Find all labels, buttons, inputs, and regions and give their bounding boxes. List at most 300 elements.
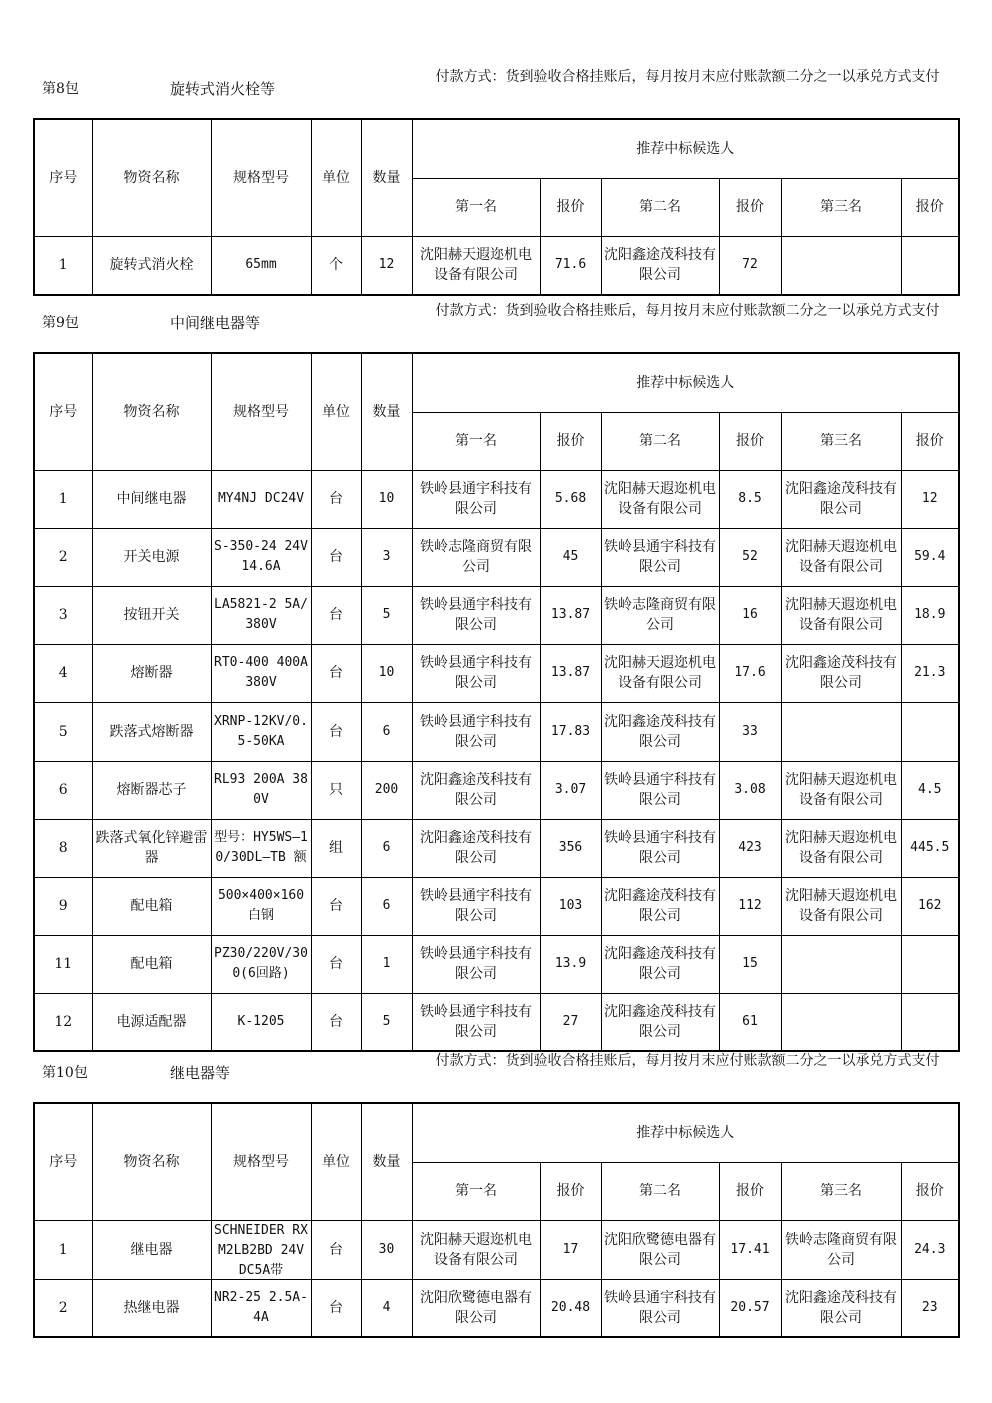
- cell-price-2-text: 20.57: [730, 1299, 770, 1315]
- table-row: [34, 236, 959, 295]
- col-header-second: 第二名: [601, 412, 719, 470]
- package-number: 第10包: [42, 1065, 88, 1081]
- cell-price-2: [719, 586, 781, 644]
- cell-first-text: 铁岭县通宇科技有限公司: [420, 713, 532, 750]
- cell-third-text: 沈阳鑫途茂科技有限公司: [785, 481, 897, 517]
- cell-price-1-text: 17.83: [550, 723, 591, 739]
- cell-price-3: [901, 644, 959, 702]
- col-header-second: 第二名: [601, 178, 719, 236]
- cell-unit: [311, 993, 361, 1051]
- cell-price-2: [719, 935, 781, 993]
- cell-price-3-text: 445.5: [910, 840, 950, 855]
- cell-first: [412, 993, 540, 1051]
- bid-table: [33, 118, 960, 296]
- cell-second: [601, 819, 719, 877]
- cell-qty: [361, 877, 412, 935]
- cell-seq: [34, 993, 92, 1051]
- cell-price-3-text: 23: [921, 1299, 938, 1315]
- cell-name: [92, 877, 211, 935]
- cell-second: [601, 236, 719, 295]
- cell-spec: [211, 761, 311, 819]
- cell-unit: [311, 819, 361, 877]
- cell-first-text: 沈阳赫天遐迩机电设备有限公司: [420, 1231, 532, 1268]
- cell-price-3: [901, 819, 959, 877]
- cell-third-text: 沈阳赫天遐迩机电设备有限公司: [785, 597, 897, 633]
- cell-qty-text: 3: [382, 549, 391, 564]
- cell-qty-text: 12: [378, 257, 395, 273]
- cell-third: [781, 877, 901, 935]
- cell-name: [92, 586, 211, 644]
- package-header: [0, 1050, 992, 1100]
- cell-second: [601, 702, 719, 761]
- col-header-unit: 单位: [311, 353, 361, 470]
- cell-qty-text: 10: [378, 665, 395, 680]
- col-header-price: 报价: [901, 412, 959, 470]
- col-header-price: 报价: [540, 1162, 601, 1220]
- cell-first: [412, 644, 540, 702]
- cell-seq: [34, 761, 92, 819]
- cell-name: [92, 644, 211, 702]
- cell-seq-text: 8: [58, 840, 68, 856]
- cell-price-1-text: 5.68: [554, 491, 587, 506]
- table-row: [34, 935, 959, 993]
- cell-price-3-text: 4.5: [918, 782, 942, 797]
- cell-name-text: 熔断器: [130, 665, 173, 681]
- cell-third: [781, 1220, 901, 1279]
- cell-qty-text: 5: [382, 607, 391, 622]
- cell-second: [601, 644, 719, 702]
- col-header-name: 物资名称: [92, 1103, 211, 1220]
- cell-price-1: [540, 819, 601, 877]
- col-header-first: 第一名: [412, 178, 540, 236]
- table-row: [34, 470, 959, 528]
- cell-second: [601, 993, 719, 1051]
- package-section: [0, 300, 992, 1040]
- cell-name: [92, 993, 211, 1051]
- cell-qty: [361, 528, 412, 586]
- cell-unit: [311, 761, 361, 819]
- cell-unit: [311, 644, 361, 702]
- cell-unit-text: 只: [329, 782, 343, 798]
- cell-name: [92, 1220, 211, 1279]
- col-header-recommend: 推荐中标候选人: [412, 119, 959, 178]
- cell-seq-text: 4: [58, 665, 68, 681]
- cell-qty-text: 6: [382, 898, 391, 913]
- cell-third: [781, 586, 901, 644]
- cell-price-1: [540, 586, 601, 644]
- package-header: [0, 66, 992, 116]
- cell-second: [601, 470, 719, 528]
- cell-name: [92, 236, 211, 295]
- cell-price-1-text: 103: [558, 898, 583, 913]
- cell-qty: [361, 1279, 412, 1337]
- cell-name: [92, 819, 211, 877]
- cell-unit: [311, 1220, 361, 1279]
- cell-spec-text: RL93 200A 380V: [214, 772, 308, 807]
- cell-first: [412, 528, 540, 586]
- cell-price-3-text: 59.4: [914, 549, 946, 564]
- cell-spec: [211, 644, 311, 702]
- cell-seq-text: 5: [58, 723, 68, 740]
- col-header-first: 第一名: [412, 412, 540, 470]
- cell-name: [92, 761, 211, 819]
- cell-price-2-text: 15: [742, 956, 758, 971]
- cell-third: [781, 761, 901, 819]
- cell-unit: [311, 935, 361, 993]
- cell-qty-text: 4: [382, 1299, 391, 1315]
- cell-price-1: [540, 993, 601, 1051]
- cell-seq: [34, 702, 92, 761]
- cell-price-2: [719, 236, 781, 295]
- cell-price-1: [540, 761, 601, 819]
- cell-second-text: 沈阳鑫途茂科技有限公司: [604, 946, 716, 982]
- cell-second: [601, 1220, 719, 1279]
- cell-seq: [34, 644, 92, 702]
- table-row: [34, 702, 959, 761]
- cell-price-3-text: 24.3: [914, 1241, 946, 1257]
- cell-second-text: 铁岭志隆商贸有限公司: [604, 597, 716, 633]
- cell-unit-text: 台: [329, 956, 343, 972]
- cell-qty-text: 200: [374, 782, 399, 797]
- cell-seq: [34, 819, 92, 877]
- cell-price-1: [540, 470, 601, 528]
- cell-price-2-text: 3.08: [734, 782, 766, 797]
- cell-spec-text: LA5821-2 5A/380V: [214, 597, 308, 632]
- cell-spec: [211, 877, 311, 935]
- cell-price-1: [540, 644, 601, 702]
- col-header-third: 第三名: [781, 412, 901, 470]
- cell-qty: [361, 470, 412, 528]
- cell-first: [412, 877, 540, 935]
- cell-second-text: 沈阳鑫途茂科技有限公司: [604, 247, 716, 284]
- cell-seq-text: 2: [58, 549, 68, 565]
- cell-spec-text: SCHNEIDER RXM2LB2BD 24V DC5A带: [214, 1222, 308, 1278]
- cell-price-2: [719, 761, 781, 819]
- cell-first: [412, 819, 540, 877]
- col-header-third: 第三名: [781, 178, 901, 236]
- cell-unit-text: 台: [329, 1013, 343, 1030]
- cell-seq-text: 12: [54, 1013, 73, 1030]
- cell-seq: [34, 528, 92, 586]
- cell-second-text: 沈阳欣鹭德电器有限公司: [604, 1231, 716, 1268]
- cell-price-3: [901, 586, 959, 644]
- cell-third: [781, 528, 901, 586]
- cell-unit: [311, 586, 361, 644]
- cell-second-text: 沈阳赫天遐迩机电设备有限公司: [604, 655, 716, 691]
- cell-name-text: 热继电器: [123, 1299, 180, 1316]
- cell-third-text: 沈阳鑫途茂科技有限公司: [785, 1289, 897, 1326]
- cell-spec: [211, 236, 311, 295]
- cell-qty: [361, 993, 412, 1051]
- cell-unit: [311, 1279, 361, 1337]
- cell-price-3-text: 162: [918, 898, 942, 913]
- package-header: [0, 300, 992, 350]
- cell-first-text: 沈阳鑫途茂科技有限公司: [420, 772, 532, 808]
- cell-first-text: 铁岭县通宇科技有限公司: [420, 888, 532, 924]
- cell-seq: [34, 1279, 92, 1337]
- col-header-second: 第二名: [601, 1162, 719, 1220]
- cell-price-2-text: 52: [742, 549, 758, 564]
- col-header-price: 报价: [901, 178, 959, 236]
- cell-unit-text: 台: [329, 549, 343, 565]
- cell-price-3-text: 21.3: [914, 665, 946, 680]
- cell-second: [601, 1279, 719, 1337]
- cell-name-text: 按钮开关: [123, 607, 180, 623]
- cell-name-text: 熔断器芯子: [116, 782, 187, 798]
- cell-first: [412, 702, 540, 761]
- package-section: [0, 1050, 992, 1326]
- cell-third: [781, 470, 901, 528]
- cell-price-1-text: 13.9: [554, 956, 587, 971]
- cell-first-text: 铁岭县通宇科技有限公司: [420, 481, 532, 517]
- cell-price-1-text: 20.48: [550, 1299, 591, 1315]
- cell-spec-text: 65mm: [245, 257, 277, 273]
- cell-spec: [211, 470, 311, 528]
- package-number: 第9包: [42, 315, 79, 331]
- col-header-spec: 规格型号: [211, 119, 311, 236]
- cell-unit: [311, 528, 361, 586]
- col-header-seq: 序号: [34, 119, 92, 236]
- cell-unit: [311, 877, 361, 935]
- cell-second-text: 铁岭县通宇科技有限公司: [604, 830, 716, 866]
- cell-seq-text: 2: [58, 1299, 68, 1316]
- cell-price-2-text: 61: [742, 1013, 758, 1029]
- cell-qty: [361, 236, 412, 295]
- cell-seq-text: 1: [58, 1241, 68, 1258]
- cell-price-3: [901, 761, 959, 819]
- col-header-qty: 数量: [361, 119, 412, 236]
- cell-spec: [211, 586, 311, 644]
- cell-second: [601, 586, 719, 644]
- cell-third: [781, 702, 901, 761]
- cell-seq-text: 3: [58, 607, 68, 623]
- cell-second: [601, 935, 719, 993]
- cell-price-3-text: 12: [921, 491, 938, 506]
- cell-spec-text: PZ30/220V/300(6回路): [214, 946, 308, 981]
- cell-spec: [211, 528, 311, 586]
- col-header-seq: 序号: [34, 353, 92, 470]
- cell-first: [412, 1279, 540, 1337]
- cell-price-1: [540, 1279, 601, 1337]
- package-section: [0, 66, 992, 284]
- cell-first-text: 沈阳鑫途茂科技有限公司: [420, 830, 532, 866]
- table-row: [34, 761, 959, 819]
- cell-second-text: 沈阳鑫途茂科技有限公司: [604, 1003, 716, 1040]
- table-row: [34, 1220, 959, 1279]
- payment-terms: 付款方式：货到验收合格挂账后，每月按月末应付账款额二分之一以承兑方式支付: [435, 303, 940, 319]
- cell-price-1-text: 3.07: [554, 782, 587, 797]
- cell-unit-text: 台: [329, 1299, 343, 1316]
- cell-qty-text: 30: [378, 1241, 395, 1257]
- table-row: [34, 644, 959, 702]
- cell-first-text: 铁岭志隆商贸有限公司: [420, 539, 532, 575]
- cell-first-text: 铁岭县通宇科技有限公司: [420, 946, 532, 982]
- cell-third: [781, 935, 901, 993]
- header-row: [34, 119, 959, 178]
- cell-unit-text: 台: [329, 665, 343, 681]
- cell-price-1-text: 356: [558, 840, 583, 855]
- col-header-spec: 规格型号: [211, 1103, 311, 1220]
- cell-price-1: [540, 702, 601, 761]
- col-header-spec: 规格型号: [211, 353, 311, 470]
- cell-spec: [211, 935, 311, 993]
- cell-price-2: [719, 470, 781, 528]
- cell-unit: [311, 236, 361, 295]
- cell-price-1: [540, 236, 601, 295]
- cell-seq: [34, 586, 92, 644]
- cell-unit: [311, 470, 361, 528]
- cell-third-text: 沈阳赫天遐迩机电设备有限公司: [785, 830, 897, 866]
- cell-qty-text: 1: [382, 956, 391, 971]
- cell-unit-text: 台: [329, 723, 343, 740]
- package-name: 中间继电器等: [170, 314, 261, 332]
- table-row: [34, 1279, 959, 1337]
- cell-seq-text: 9: [58, 898, 68, 914]
- cell-spec: [211, 993, 311, 1051]
- cell-unit-text: 台: [329, 1241, 343, 1258]
- cell-qty: [361, 702, 412, 761]
- cell-price-1-text: 17: [562, 1241, 579, 1257]
- cell-price-2: [719, 993, 781, 1051]
- cell-qty: [361, 644, 412, 702]
- table-row: [34, 993, 959, 1051]
- cell-price-1: [540, 877, 601, 935]
- header-row: [34, 353, 959, 412]
- cell-first-text: 沈阳欣鹭德电器有限公司: [420, 1289, 532, 1326]
- bid-table: [33, 352, 960, 1052]
- cell-third-text: 沈阳鑫途茂科技有限公司: [785, 655, 897, 691]
- col-header-first: 第一名: [412, 1162, 540, 1220]
- cell-price-3: [901, 702, 959, 761]
- cell-name: [92, 470, 211, 528]
- cell-second: [601, 761, 719, 819]
- cell-price-2-text: 33: [742, 723, 758, 739]
- cell-first: [412, 935, 540, 993]
- col-header-seq: 序号: [34, 1103, 92, 1220]
- col-header-price: 报价: [719, 1162, 781, 1220]
- col-header-unit: 单位: [311, 119, 361, 236]
- cell-spec-text: NR2-25 2.5A-4A: [214, 1289, 308, 1325]
- cell-price-2: [719, 1220, 781, 1279]
- cell-first-text: 铁岭县通宇科技有限公司: [420, 1003, 532, 1040]
- cell-qty-text: 10: [378, 491, 395, 506]
- table-row: [34, 586, 959, 644]
- cell-unit-text: 个: [329, 257, 343, 274]
- cell-qty-text: 6: [382, 840, 391, 855]
- cell-seq-text: 1: [58, 257, 68, 274]
- cell-name-text: 中间继电器: [116, 491, 187, 507]
- cell-seq-text: 11: [54, 956, 73, 972]
- cell-name-text: 跌落式熔断器: [109, 723, 194, 740]
- cell-price-1: [540, 1220, 601, 1279]
- cell-name-text: 配电箱: [130, 956, 173, 972]
- payment-terms: 付款方式：货到验收合格挂账后，每月按月末应付账款额二分之一以承兑方式支付: [435, 1053, 940, 1069]
- cell-seq: [34, 236, 92, 295]
- table-row: [34, 877, 959, 935]
- col-header-price: 报价: [901, 1162, 959, 1220]
- cell-unit-text: 台: [329, 491, 343, 507]
- cell-spec-text: S-350-24 24V 14.6A: [214, 539, 308, 574]
- cell-first: [412, 470, 540, 528]
- cell-price-2-text: 112: [738, 898, 762, 913]
- cell-spec: [211, 1279, 311, 1337]
- cell-unit-text: 组: [329, 840, 343, 856]
- cell-qty: [361, 819, 412, 877]
- package-name: 旋转式消火栓等: [170, 80, 276, 98]
- cell-second-text: 铁岭县通宇科技有限公司: [604, 539, 716, 575]
- col-header-unit: 单位: [311, 1103, 361, 1220]
- cell-price-2-text: 17.41: [730, 1241, 770, 1257]
- cell-price-2-text: 8.5: [738, 491, 762, 506]
- package-name: 继电器等: [170, 1064, 231, 1082]
- cell-price-3: [901, 877, 959, 935]
- package-number: 第8包: [42, 81, 79, 97]
- col-header-name: 物资名称: [92, 119, 211, 236]
- cell-price-1-text: 13.87: [550, 607, 591, 622]
- cell-third-text: 沈阳赫天遐迩机电设备有限公司: [785, 539, 897, 575]
- table-row: [34, 819, 959, 877]
- cell-price-3-text: 18.9: [914, 607, 946, 622]
- cell-third-text: 沈阳赫天遐迩机电设备有限公司: [785, 888, 897, 924]
- col-header-price: 报价: [719, 412, 781, 470]
- cell-price-2: [719, 644, 781, 702]
- cell-spec: [211, 702, 311, 761]
- cell-third: [781, 644, 901, 702]
- cell-name: [92, 935, 211, 993]
- cell-name-text: 配电箱: [130, 898, 173, 914]
- cell-spec: [211, 819, 311, 877]
- cell-price-1-text: 71.6: [554, 257, 587, 273]
- cell-price-2: [719, 1279, 781, 1337]
- cell-price-2: [719, 877, 781, 935]
- cell-name: [92, 702, 211, 761]
- cell-price-1-text: 27: [562, 1013, 579, 1029]
- cell-first-text: 沈阳赫天遐迩机电设备有限公司: [420, 247, 532, 284]
- cell-second: [601, 877, 719, 935]
- cell-second: [601, 528, 719, 586]
- table-row: [34, 528, 959, 586]
- cell-second-text: 沈阳赫天遐迩机电设备有限公司: [604, 481, 716, 517]
- cell-first: [412, 586, 540, 644]
- cell-unit-text: 台: [329, 898, 343, 914]
- cell-first: [412, 1220, 540, 1279]
- cell-name-text: 旋转式消火栓: [109, 257, 194, 274]
- cell-third: [781, 819, 901, 877]
- cell-qty: [361, 935, 412, 993]
- col-header-recommend: 推荐中标候选人: [412, 353, 959, 412]
- cell-unit-text: 台: [329, 607, 343, 623]
- cell-price-2-text: 16: [742, 607, 758, 622]
- cell-qty: [361, 761, 412, 819]
- cell-price-1: [540, 528, 601, 586]
- cell-third: [781, 1279, 901, 1337]
- cell-spec-text: 型号：HY5WS—10/30DL—TB 额: [214, 830, 308, 865]
- cell-price-3: [901, 1220, 959, 1279]
- cell-third-text: 沈阳赫天遐迩机电设备有限公司: [785, 772, 897, 808]
- cell-spec: [211, 1220, 311, 1279]
- cell-price-2-text: 17.6: [734, 665, 766, 680]
- cell-seq: [34, 470, 92, 528]
- header-row: [34, 1103, 959, 1162]
- bid-table: [33, 1102, 960, 1338]
- cell-name: [92, 528, 211, 586]
- cell-second-text: 铁岭县通宇科技有限公司: [604, 772, 716, 808]
- cell-price-1: [540, 935, 601, 993]
- cell-price-2: [719, 702, 781, 761]
- cell-spec-text: K-1205: [237, 1013, 285, 1029]
- cell-name-text: 跌落式氧化锌避雷器: [95, 830, 208, 866]
- cell-price-3: [901, 935, 959, 993]
